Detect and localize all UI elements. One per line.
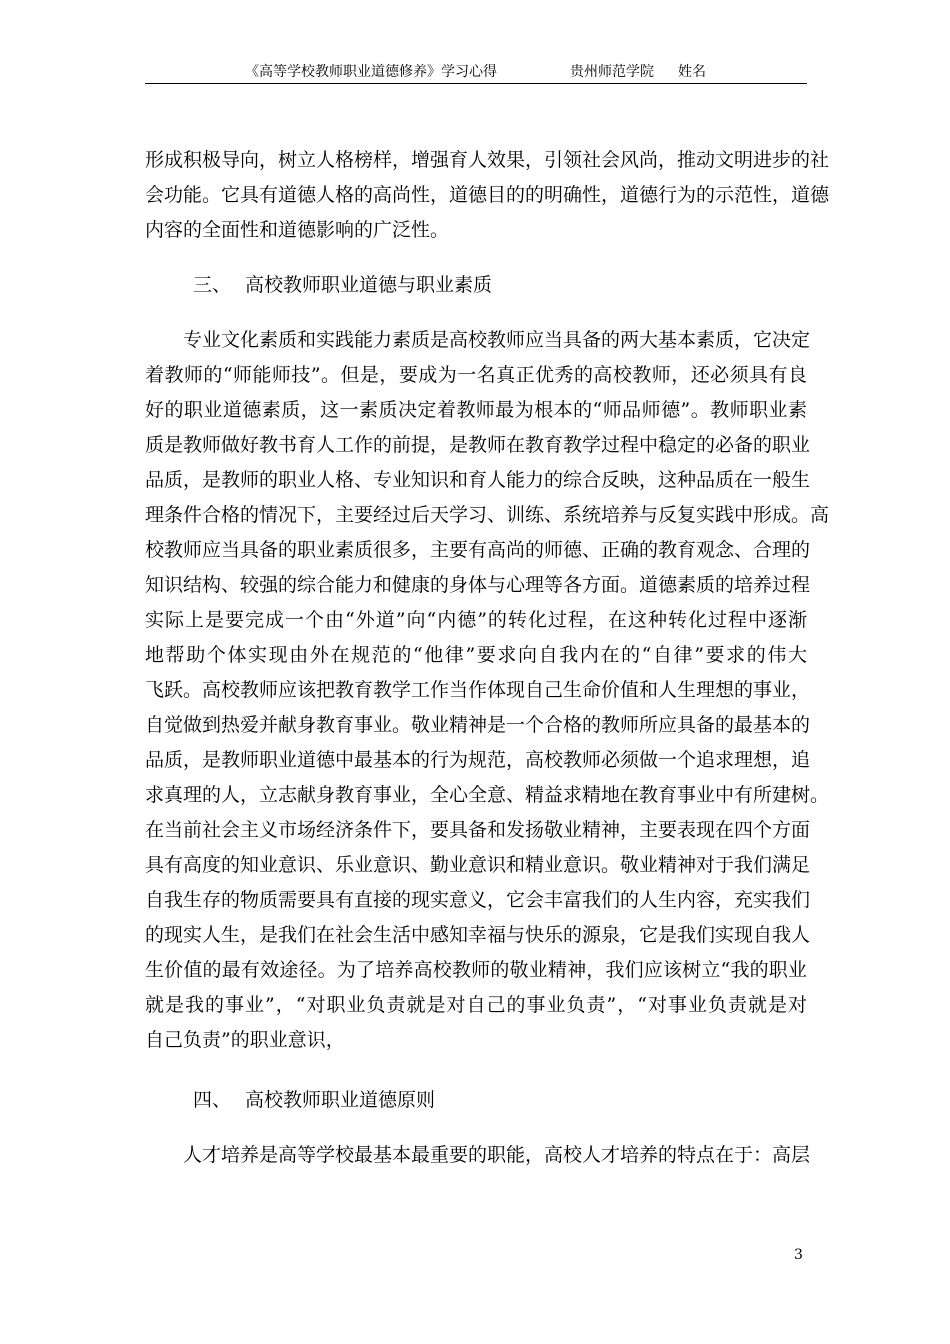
body-line: 品质，是教师职业道德中最基本的行为规范，高校教师必须做一个追求理想，追: [145, 749, 811, 771]
body-line: 知识结构、较强的综合能力和健康的身体与心理等各方面。道德素质的培养过程: [145, 574, 811, 596]
page-number: 3: [794, 1247, 803, 1263]
section-number: 四、: [193, 1089, 232, 1111]
body-line: 形成积极导向，树立人格榜样，增强育人效果，引领社会风尚，推动文明进步的社: [145, 149, 830, 171]
body-line: 在当前社会主义市场经济条件下，要具备和发扬敬业精神，主要表现在四个方面: [145, 819, 811, 841]
body-line: 会功能。它具有道德人格的高尚性，道德目的的明确性，道德行为的示范性，道德: [145, 184, 830, 206]
section-heading-3: [193, 270, 492, 300]
body-line: 着教师的“师能师技”。但是，要成为一名真正优秀的高校教师，还必须具有良: [145, 364, 807, 386]
body-line: 内容的全面性和道德影响的广泛性。: [145, 219, 450, 241]
body-line: 理条件合格的情况下，主要经过后天学习、训练、系统培养与反复实践中形成。高: [145, 504, 830, 526]
body-line: 专业文化素质和实践能力素质是高校教师应当具备的两大基本素质，它决定: [183, 329, 811, 351]
body-line: 就是我的事业”，“对职业负责就是对自己的事业负责”，“对事业负责就是对: [145, 994, 807, 1016]
section-title: 高校教师职业道德原则: [245, 1089, 436, 1111]
header-rule: [145, 83, 807, 84]
body-line: 飞跃。高校教师应该把教育教学工作当作体现自己生命价值和人生理想的事业，: [145, 679, 811, 701]
body-line: 好的职业道德素质，这一素质决定着教师最为根本的“师品师德”。教师职业素: [145, 399, 807, 421]
body-line: 自己负责”的职业意识，: [145, 1029, 345, 1051]
body-line: 人才培养是高等学校最基本最重要的职能，高校人才培养的特点在于：高层: [183, 1144, 811, 1166]
page-header: [145, 62, 807, 82]
body-line: 自觉做到热爱并献身教育事业。敬业精神是一个合格的教师所应具备的最基本的: [145, 714, 811, 736]
body-line: 实际上是要完成一个由“外道”向“内德”的转化过程，在这种转化过程中逐渐: [145, 609, 807, 631]
section-heading-4: [193, 1085, 435, 1115]
body-line: 质是教师做好教书育人工作的前提，是教师在教育教学过程中稳定的必备的职业: [145, 434, 811, 456]
body-line: 的现实人生，是我们在社会生活中感知幸福与快乐的源泉，它是我们实现自我人: [145, 924, 811, 946]
section-title: 高校教师职业道德与职业素质: [245, 274, 493, 296]
body-line: 校教师应当具备的职业素质很多，主要有高尚的师德、正确的教育观念、合理的: [145, 539, 811, 561]
body-line: 地帮助个体实现由外在规范的“他律”要求向自我内在的“自律”要求的伟大: [145, 644, 807, 666]
body-line: 品质，是教师的职业人格、专业知识和育人能力的综合反映，这种品质在一般生: [145, 469, 811, 491]
body-line: 求真理的人，立志献身教育事业，全心全意、精益求精地在教育事业中有所建树。: [145, 784, 830, 806]
header-name: 姓名: [678, 64, 706, 80]
header-school: 贵州师范学院: [570, 64, 654, 80]
body-line: 具有高度的知业意识、乐业意识、勤业意识和精业意识。敬业精神对于我们满足: [145, 854, 811, 876]
body-line: 自我生存的物质需要具有直接的现实意义，它会丰富我们的人生内容，充实我们: [145, 889, 811, 911]
body-line: 生价值的最有效途径。为了培养高校教师的敬业精神，我们应该树立“我的职业: [145, 959, 807, 981]
section-number: 三、: [193, 274, 232, 296]
header-title: 《高等学校教师职业道德修养》学习心得: [245, 64, 497, 80]
